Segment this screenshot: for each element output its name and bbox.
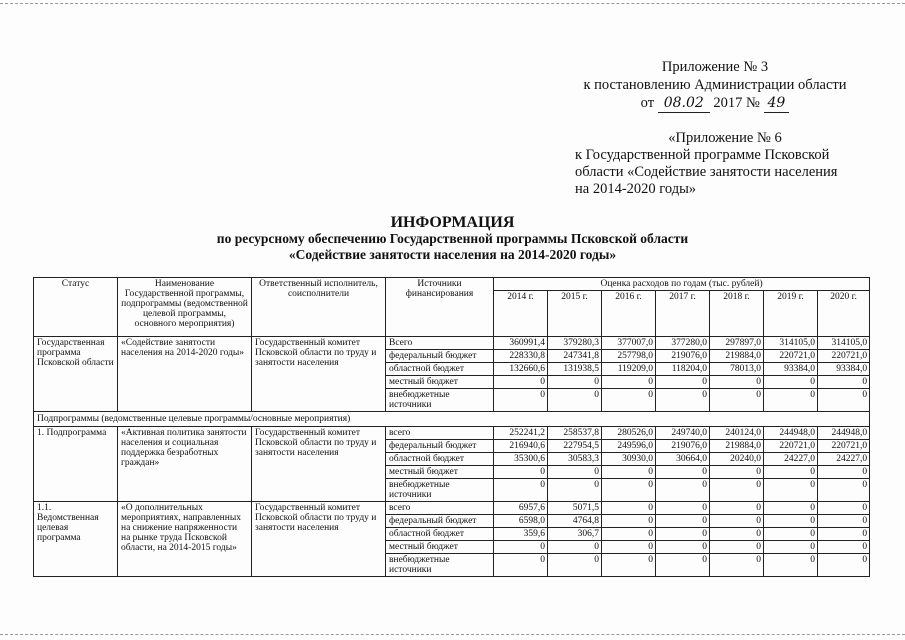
row-value: 30664,0 [656,453,710,466]
section-label: Подпрограммы (ведомственные целевые программы/основные мероприятия) [34,412,870,427]
row-value: 280526,0 [602,427,656,440]
row-value: 379280,3 [548,337,602,350]
row-name: «Активная политика занятости населения и социальная поддержка безработных граждан» [118,427,252,502]
row-value: 244948,0 [764,427,818,440]
handwritten-number: 49 [764,94,790,113]
row-value: 35300,6 [494,453,548,466]
row-value: 220721,0 [764,440,818,453]
row-value: 0 [602,528,656,541]
row-value: 377007,0 [602,337,656,350]
row-value: 0 [764,376,818,389]
row-value: 0 [656,528,710,541]
title-program-name: «Содействие занятости населения на 2014-2020 годы» [288,247,617,262]
row-value: 0 [602,541,656,554]
row-value: 216940,6 [494,440,548,453]
row-value: 0 [818,528,870,541]
row-value: 0 [710,528,764,541]
row-value: 0 [656,389,710,412]
row-source: внебюджетные источники [386,479,494,502]
annex-program-line: на 2014-2020 годы» [575,181,697,197]
resource-table [33,277,870,577]
row-name: «О дополнительных мероприятиях, направленных на снижение напряженности на рынке труда Псковской области, на 2014-2015 годы» [118,502,252,577]
row-value: 4764,8 [548,515,602,528]
annex-program-header [575,130,875,198]
row-value: 131938,5 [548,363,602,376]
row-value: 257798,0 [602,350,656,363]
row-value: 0 [602,515,656,528]
row-value: 30930,0 [602,453,656,466]
annex-decree: к постановлению Администрации области [583,77,847,93]
row-value: 0 [764,528,818,541]
row-value: 0 [710,376,764,389]
annex-header [560,58,870,113]
header-year: 2017 г. [656,291,710,337]
year-text: 2017 № [713,95,760,111]
row-value: 0 [494,466,548,479]
header-status: Статус [34,278,118,337]
row-value: 30583,3 [548,453,602,466]
row-value: 219076,0 [656,350,710,363]
annex-number: Приложение № 3 [661,59,769,75]
row-value: 0 [764,389,818,412]
row-source: всего [386,502,494,515]
row-status: 1.1. Ведомственная целевая программа [34,502,118,577]
row-value: 297897,0 [710,337,764,350]
row-value: 0 [710,466,764,479]
row-value: 118204,0 [656,363,710,376]
row-value: 220721,0 [764,350,818,363]
header-year: 2018 г. [710,291,764,337]
row-value: 0 [818,466,870,479]
row-source: всего [386,427,494,440]
row-value: 219076,0 [656,440,710,453]
header-name: Наименование Государственной программы, подпрограммы (ведомственной целевой программы, основного мероприятия) [118,278,252,337]
row-value: 249596,0 [602,440,656,453]
row-value: 220721,0 [818,350,870,363]
annex-program-line: области «Содействие занятости населения [575,164,838,180]
row-value: 0 [548,479,602,502]
row-value: 219884,0 [710,350,764,363]
row-value: 252241,2 [494,427,548,440]
header-year: 2015 г. [548,291,602,337]
row-value: 360991,4 [494,337,548,350]
row-value: 0 [656,541,710,554]
row-source: местный бюджет [386,376,494,389]
row-value: 0 [602,466,656,479]
row-value: 0 [764,466,818,479]
row-value: 5071,5 [548,502,602,515]
row-value: 93384,0 [764,363,818,376]
scan-edge-bottom [0,634,905,635]
row-value: 0 [818,389,870,412]
row-value: 0 [548,466,602,479]
header-year: 2020 г. [818,291,870,337]
row-value: 227954,5 [548,440,602,453]
row-value: 247341,8 [548,350,602,363]
row-value: 0 [656,554,710,577]
table-row [34,427,870,440]
annex-program-number: «Приложение № 6 [668,130,782,146]
row-value: 244948,0 [818,427,870,440]
row-value: 0 [548,376,602,389]
row-value: 0 [656,502,710,515]
row-executor: Государственный комитет Псковской области по труду и занятости населения [252,427,386,502]
row-value: 0 [818,515,870,528]
row-value: 0 [710,479,764,502]
row-status: 1. Подпрограмма [34,427,118,502]
row-value: 0 [818,479,870,502]
row-value: 0 [818,502,870,515]
row-value: 78013,0 [710,363,764,376]
row-value: 314105,0 [818,337,870,350]
row-value: 0 [710,541,764,554]
row-value: 0 [710,389,764,412]
row-value: 0 [602,502,656,515]
row-value: 0 [710,502,764,515]
row-value: 0 [656,479,710,502]
row-value: 0 [656,466,710,479]
header-sources: Источники финансирования [386,278,494,337]
row-source: федеральный бюджет [386,440,494,453]
header-year: 2016 г. [602,291,656,337]
document-title [0,215,905,263]
row-name: «Содействие занятости населения на 2014-2020 годы» [118,337,252,412]
row-value: 0 [548,541,602,554]
title-subheading: по ресурсному обеспечению Государственной программы Псковской области [216,231,689,246]
row-value: 0 [764,479,818,502]
row-value: 0 [494,389,548,412]
row-source: внебюджетные источники [386,554,494,577]
row-value: 0 [764,502,818,515]
annex-program-line: к Государственной программе Псковской [575,147,830,163]
row-source: местный бюджет [386,466,494,479]
row-value: 24227,0 [818,453,870,466]
row-value: 314105,0 [764,337,818,350]
row-value: 377280,0 [656,337,710,350]
row-value: 0 [602,554,656,577]
header-year: 2014 г. [494,291,548,337]
row-value: 0 [764,541,818,554]
row-status: Государственная программа Псковской области [34,337,118,412]
title-heading: ИНФОРМАЦИЯ [390,214,515,231]
row-executor: Государственный комитет Псковской области по труду и занятости населения [252,337,386,412]
annex-date-line [560,94,870,113]
row-value: 0 [764,515,818,528]
row-source: областной бюджет [386,528,494,541]
row-source: внебюджетные источники [386,389,494,412]
row-value: 0 [602,376,656,389]
row-source: местный бюджет [386,541,494,554]
row-value: 0 [602,389,656,412]
row-value: 0 [548,389,602,412]
row-value: 0 [656,376,710,389]
table-row [34,502,870,515]
row-value: 0 [656,515,710,528]
row-value: 249740,0 [656,427,710,440]
row-source: федеральный бюджет [386,515,494,528]
row-value: 0 [764,554,818,577]
row-value: 0 [818,554,870,577]
section-row [34,412,870,427]
row-executor: Государственный комитет Псковской области по труду и занятости населения [252,502,386,577]
row-value: 0 [494,376,548,389]
scan-edge-top [0,3,905,4]
row-value: 0 [494,554,548,577]
row-value: 20240,0 [710,453,764,466]
row-value: 0 [710,515,764,528]
row-value: 228330,8 [494,350,548,363]
header-year: 2019 г. [764,291,818,337]
row-value: 93384,0 [818,363,870,376]
row-value: 0 [818,376,870,389]
table-row [34,337,870,350]
row-value: 132660,6 [494,363,548,376]
row-value: 119209,0 [602,363,656,376]
row-value: 0 [548,554,602,577]
row-value: 24227,0 [764,453,818,466]
row-value: 220721,0 [818,440,870,453]
row-value: 0 [818,541,870,554]
row-source: Всего [386,337,494,350]
header-executor: Ответственный исполнитель, соисполнители [252,278,386,337]
row-value: 258537,8 [548,427,602,440]
row-value: 306,7 [548,528,602,541]
row-value: 240124,0 [710,427,764,440]
row-source: областной бюджет [386,453,494,466]
date-prefix: от [640,95,655,111]
row-value: 359,6 [494,528,548,541]
row-value: 0 [494,479,548,502]
row-value: 219884,0 [710,440,764,453]
row-value: 6957,6 [494,502,548,515]
row-value: 0 [602,479,656,502]
row-source: областной бюджет [386,363,494,376]
handwritten-date: 08.02 [658,94,710,113]
header-estimate: Оценка расходов по годам (тыс. рублей) [494,278,870,291]
row-value: 0 [494,541,548,554]
row-value: 0 [710,554,764,577]
row-source: федеральный бюджет [386,350,494,363]
row-value: 6598,0 [494,515,548,528]
